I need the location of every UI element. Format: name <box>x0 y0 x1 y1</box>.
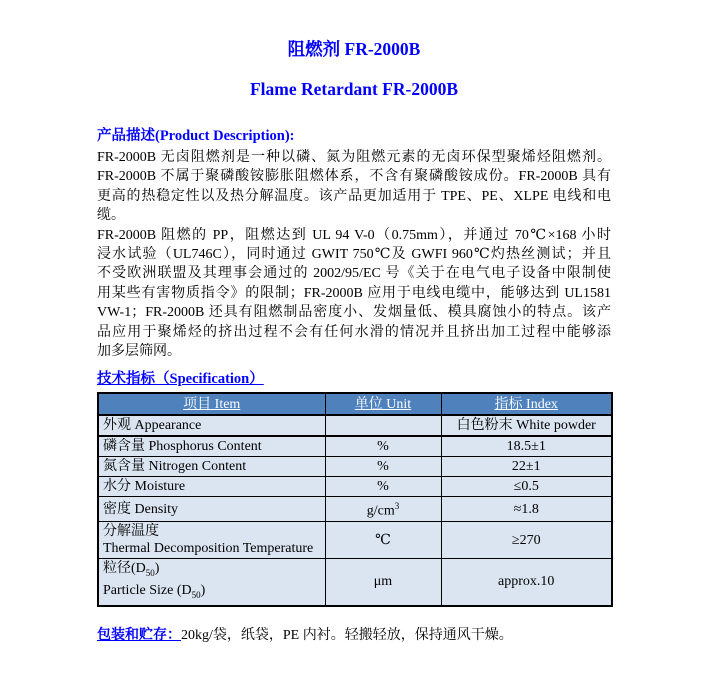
spec-table-header-label: 指标 Index <box>494 396 558 412</box>
item-cell-line: Thermal Decomposition Temperature <box>103 541 314 557</box>
spec-table-row <box>98 457 612 477</box>
page-title-chinese: 阻燃剂 FR-2000B <box>287 39 421 59</box>
packing-storage-text: 20kg/袋，纸袋，PE 内衬。轻搬轻放，保持通风干燥。 <box>181 627 513 643</box>
spec-table-cell: ℃ <box>325 522 441 559</box>
spec-table-cell: 22±1 <box>441 457 612 477</box>
spec-table-header-cell <box>98 393 325 415</box>
spec-table-row <box>98 497 612 522</box>
spec-table-row <box>98 436 612 457</box>
spec-table-row <box>98 415 612 436</box>
spec-table-cell: ≤0.5 <box>441 477 612 497</box>
text-line: 不受欧洲联盟及其理事会通过的 2002/95/EC 号《关于在电气电子设备中限制使 <box>97 266 611 282</box>
spec-table-cell <box>98 497 325 522</box>
description-paragraph-1 <box>97 148 611 226</box>
spec-table-body <box>98 415 612 605</box>
spec-table-header-row <box>98 393 612 415</box>
spec-table-cell: μm <box>325 559 441 606</box>
spec-table-header-label: 项目 Item <box>183 396 241 412</box>
item-cell-line: 分解温度 <box>103 524 159 540</box>
spec-table-cell <box>325 415 441 436</box>
spec-table-cell: 白色粉末 White powder <box>441 415 612 436</box>
text-line: 缆。 <box>97 208 125 224</box>
spec-table-row <box>98 522 612 559</box>
spec-table-cell: % <box>325 457 441 477</box>
packing-storage-line <box>97 626 611 645</box>
spec-table-cell <box>98 436 325 457</box>
packing-storage-label: 包装和贮存： <box>97 627 181 643</box>
text-line: 更高的热稳定性以及热分解温度。该产品更加适用于 TPE、PE、XLPE 电线和电 <box>97 188 611 204</box>
text-line: FR-2000B 无卤阻燃剂是一种以磷、氮为阻燃元素的无卤环保型聚烯烃阻燃剂。 <box>97 150 611 165</box>
spec-table-row <box>98 559 612 606</box>
text-line: 品应用于聚烯烃的挤出过程不会有任何水滑的情况并且挤出加工过程中能够添 <box>97 324 611 340</box>
spec-table-cell: % <box>325 477 441 497</box>
spec-table-cell <box>98 477 325 497</box>
product-description-heading: 产品描述(Product Description): <box>97 128 295 144</box>
spec-table-cell <box>98 415 325 436</box>
item-cell-line: 磷含量 Phosphorus Content <box>103 439 262 455</box>
text-line: FR-2000B 阻燃的 PP，阻燃达到 UL 94 V-0（0.75mm），并通过 70℃×168 小时 <box>97 227 611 243</box>
text-line: FR-2000B 不属于聚磷酸铵膨胀阻燃体系，不含有聚磷酸铵成份。FR-2000B 具有 <box>97 169 611 185</box>
item-cell-line: 密度 Density <box>103 501 179 517</box>
spec-table-cell: % <box>325 436 441 457</box>
text-line: VW-1；FR-2000B 还具有阻燃制品密度小、发烟量低、模具腐蚀小的特点。该产 <box>97 305 611 321</box>
specification-heading: 技术指标（Specification） <box>97 371 264 388</box>
item-cell-line: 外观 Appearance <box>103 418 202 434</box>
spec-table-cell <box>98 457 325 477</box>
spec-table-cell <box>98 559 325 606</box>
spec-table-cell: $g/cm^3$ <box>325 497 441 522</box>
spec-table-cell: 18.5±1 <box>441 436 612 457</box>
spec-table-cell <box>98 522 325 559</box>
specification-table <box>97 392 613 606</box>
page-title-english: Flame Retardant FR-2000B <box>249 79 459 99</box>
spec-table-cell: approx.10 <box>441 559 612 606</box>
item-cell-line: 粒径$(D_{50})$ <box>103 561 160 578</box>
spec-table-cell: ≈1.8 <box>441 497 612 522</box>
text-line: 加多层筛网。 <box>97 344 181 360</box>
spec-table-cell: ≥270 <box>441 522 612 559</box>
spec-table-header-cell <box>325 393 441 415</box>
item-cell-line: 水分 Moisture <box>103 479 186 495</box>
spec-table-header-cell <box>441 393 612 415</box>
item-cell-line: Particle Size $(D_{50})$ <box>103 582 206 600</box>
text-line: 用某些有害物质指令》的限制；FR-2000B 应用于电线电缆中，能够达到 UL1581 <box>97 285 611 301</box>
text-line: 浸水试验（UL746C），同时通过 GWIT 750℃及 GWFI 960℃灼热丝测试；并且 <box>97 247 611 263</box>
spec-table-row <box>98 477 612 497</box>
spec-table-header-label: 单位 Unit <box>354 396 412 412</box>
item-cell-line: 氮含量 Nitrogen Content <box>103 459 247 475</box>
description-paragraph-2 <box>97 226 611 362</box>
